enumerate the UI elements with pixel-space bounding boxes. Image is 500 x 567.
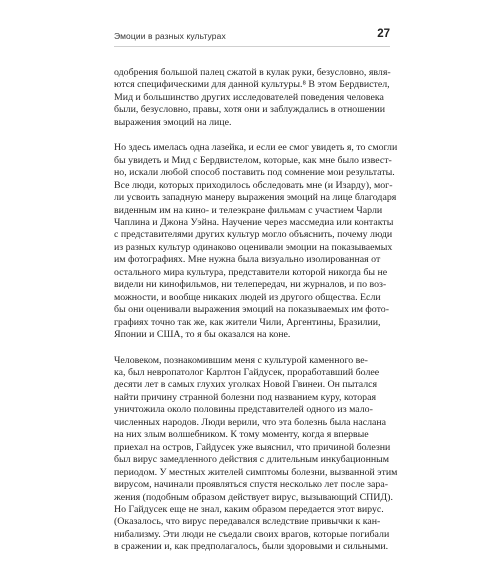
text-line: нибализму. Эти люди не съедали своих врагов, которые погибали [114, 528, 390, 540]
text-line: из разных культур одинаково оценивали эмоции на показываемых [114, 241, 393, 253]
text-line: (Оказалось, что вирус передавался вследствие привычки к кан- [114, 516, 381, 528]
text-line: Но Гайдусек еще не знал, каким образом передается этот вирус. [114, 503, 384, 515]
text-line: остального мира культура, представители которой никогда бы не [114, 266, 388, 278]
text-line: одобрения большой палец сжатой в кулак руки, безусловно, явля- [114, 67, 391, 78]
text-line: видели ни кинофильмов, ни телепередач, ни журналов, и по воз- [114, 279, 387, 291]
text-line: численных народов. Люди верили, что эта болезнь была наслана [114, 416, 387, 428]
text-line: периодом. У местных жителей симптомы болезни, вызванной этим [114, 466, 398, 478]
text-line: жения (подобным образом действует вирус, вызывающий СПИД). [114, 491, 393, 503]
text-line: им фотографиях. Мне нужна была визуально изолированная от [114, 254, 381, 266]
text-line: можности, и вообще никаких людей из другого общества. Если [114, 291, 381, 303]
text-line: приехал на остров, Гайдусек уже выяснил, что причиной болезни [114, 441, 391, 453]
page-number: 27 [377, 28, 390, 40]
text-line: бы они оценивали выражения эмоций на показываемых им фото- [114, 304, 390, 316]
text-line: с представителями других культур могло объяснить, почему люди [114, 229, 393, 241]
text-line: виденным им на кино- и телеэкране фильмам с участием Чарли [114, 204, 383, 216]
text-line: Все люди, которых приходилось обследовать мне (и Изарду), мог- [114, 179, 393, 191]
paragraph [114, 354, 398, 554]
text-line: бы увидеть и Мид с Бердвистелом, которые, как мне было извест- [114, 154, 392, 166]
paragraph [114, 67, 394, 129]
text-line: был вирус замедленного действия с длительным инкубационным [114, 454, 390, 466]
text-line: Чаплина и Джона Уэйна. Научение через массмедиа или контакты [114, 216, 394, 228]
page-header [114, 30, 390, 47]
text-line: десяти лет в самых глухих уголках Новой Гвинеи. Он пытался [114, 379, 378, 391]
text-line: вирусом, начинали проявляться спустя несколько лет после зара- [114, 479, 389, 491]
text-line: уничтожила около половины представителей одного из мало- [114, 404, 373, 416]
text-line: Человеком, познакомившим меня с культурой каменного ве- [114, 354, 368, 366]
text-line: ка, был невропатолог Карлтон Гайдусек, проработавший более [114, 366, 380, 378]
text-line: Мид и большинство других исследователей поведения человека [114, 91, 384, 103]
text-line: ются специфическими для данной культуры.⁸ В этом Бердвистел, [114, 79, 390, 91]
text-line: в сражении и, как предполагалось, были здоровыми и сильными. [114, 541, 389, 553]
text-line: найти причину странной болезни под названием куру, которая [114, 391, 377, 403]
text-line: графиях точно так же, как жители Чили, Аргентины, Бразилии, [114, 316, 381, 328]
body-text [114, 67, 398, 567]
running-head: Эмоции в разных культурах [114, 31, 226, 41]
paragraph [114, 142, 398, 341]
text-line: ли усвоить западную манеру выражения эмоций на лице благодаря [114, 192, 397, 204]
text-line: Но здесь имелась одна лазейка, и если ее смог увидеть я, то смогли [114, 142, 398, 154]
text-line: были, безусловно, правы, хотя они и заблуждались в отношении [114, 104, 386, 116]
text-line: но, искали любой способ поставить под сомнение мои результаты. [114, 167, 395, 179]
text-line: на них злым волшебником. К тому моменту, когда я впервые [114, 429, 369, 441]
text-line: выражения эмоций на лице. [114, 116, 232, 128]
text-line: Японии и США, то я бы оказался на коне. [114, 329, 291, 341]
